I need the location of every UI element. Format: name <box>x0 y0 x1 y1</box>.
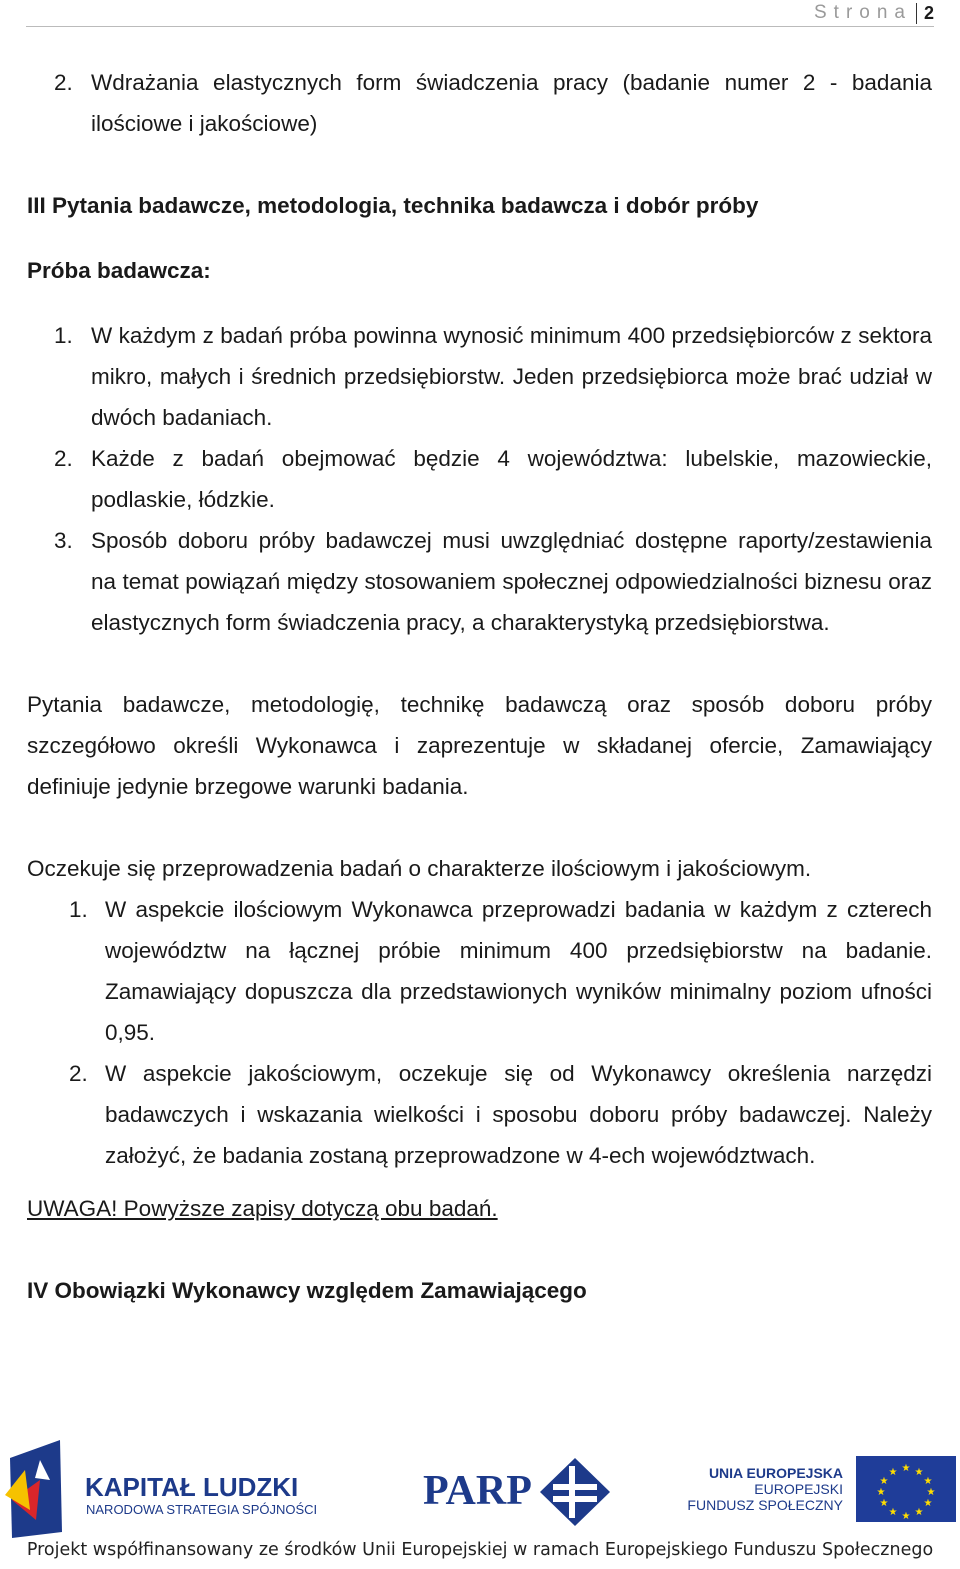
list-item-text: W każdym z badań próba powinna wynosić minimum 400 przedsiębiorców z sektora mikro, małych i średnich przedsiębiorstw. Jeden przedsiębiorca może brać udział w dwóch badaniach. <box>91 323 932 430</box>
kl-subtitle: NARODOWA STRATEGIA SPÓJNOŚCI <box>86 1502 318 1517</box>
parp-text: PARP <box>423 1468 532 1514</box>
kl-title: KAPITAŁ LUDZKI <box>85 1472 299 1502</box>
header-divider <box>26 26 934 27</box>
sub-heading: Próba badawcza: <box>27 258 211 283</box>
list-item <box>27 438 932 520</box>
list-item-text: W aspekcie ilościowym Wykonawca przeprowadzi badania w każdym z czterech województw na łącznej próbie minimum 400 przedsiębiorstw na badanie. Zamawiający dopuszcza dla przedstawionych wyników minimalny poziom ufności 0,95. <box>105 897 932 1045</box>
eu-efs-logo <box>687 1456 956 1522</box>
section-heading: IV Obowiązki Wykonawcy względem Zamawiającego <box>27 1278 587 1303</box>
sample-list <box>27 315 932 643</box>
parp-logo <box>423 1458 610 1526</box>
kapital-ludzki-logo <box>5 1440 317 1538</box>
list-item-text: W aspekcie jakościowym, oczekuje się od Wykonawcy określenia narzędzi badawczych i wskazania wielkości i sposobu doboru próby badawczej. Należy założyć, że badania zostaną przeprowadzone w 4-ech województwach. <box>105 1061 932 1168</box>
list-item-number: 2. <box>54 70 73 95</box>
list-item-text: Sposób doboru próby badawczej musi uwzględniać dostępne raporty/zestawienia na temat powiązań między stosowaniem społecznej odpowiedzialności biznesu oraz elastycznych form świadczenia pracy, a charakterystyką przedsiębiorstwa. <box>91 528 932 635</box>
paragraph: Pytania badawcze, metodologię, technikę badawczą oraz sposób doboru próby szczegółowo określi Wykonawca i zaprezentuje w składanej ofercie, Zamawiający definiuje jedynie brzegowe warunki badania. <box>27 692 932 799</box>
list-item <box>27 315 932 438</box>
ue-line3: FUNDUSZ SPOŁECZNY <box>687 1497 843 1513</box>
svg-text:★: ★ <box>888 1507 898 1518</box>
paragraph: Oczekuje się przeprowadzenia badań o charakterze ilościowym i jakościowym. <box>27 856 812 881</box>
page-number: 2 <box>916 3 934 24</box>
svg-text:★: ★ <box>879 1498 889 1509</box>
svg-text:★: ★ <box>923 1476 933 1487</box>
ue-line2: EUROPEJSKI <box>754 1481 843 1497</box>
svg-text:★: ★ <box>914 1507 924 1518</box>
svg-text:★: ★ <box>879 1476 889 1487</box>
list-item-number: 3. <box>54 528 73 553</box>
footer-text: Projekt współfinansowany ze środków Unii Europejskiej w ramach Europejskiego Funduszu Społecznego <box>26 1540 934 1560</box>
page-label: Strona <box>814 2 912 23</box>
section-heading: III Pytania badawcze, metodologia, technika badawcza i dobór próby <box>27 193 759 218</box>
list-item-number: 1. <box>54 323 73 348</box>
list-item-text: Wdrażania elastycznych form świadczenia pracy (badanie numer 2 - badania ilościowe i jakościowe) <box>91 70 932 136</box>
svg-text:★: ★ <box>923 1498 933 1509</box>
ue-line1: UNIA EUROPEJSKA <box>708 1465 843 1481</box>
svg-text:★: ★ <box>876 1487 886 1498</box>
svg-text:★: ★ <box>926 1487 936 1498</box>
page-header <box>814 0 934 26</box>
svg-text:★: ★ <box>914 1467 924 1478</box>
list-item-number: 1. <box>69 897 88 922</box>
top-list <box>27 62 932 144</box>
list-item-number: 2. <box>69 1061 88 1086</box>
svg-text:★: ★ <box>888 1467 898 1478</box>
footer-logos <box>0 1440 960 1540</box>
expectation-list <box>27 889 932 1176</box>
list-item <box>27 520 932 643</box>
list-item-text: Każde z badań obejmować będzie 4 województwa: lubelskie, mazowieckie, podlaskie, łódzkie. <box>91 446 932 512</box>
svg-text:★: ★ <box>901 1511 911 1522</box>
list-item-number: 2. <box>54 446 73 471</box>
list-item <box>27 62 932 144</box>
document-body <box>27 62 932 1311</box>
svg-text:★: ★ <box>901 1463 911 1474</box>
note: UWAGA! Powyższe zapisy dotyczą obu badań. <box>27 1196 498 1221</box>
list-item <box>27 889 932 1053</box>
list-item <box>27 1053 932 1176</box>
